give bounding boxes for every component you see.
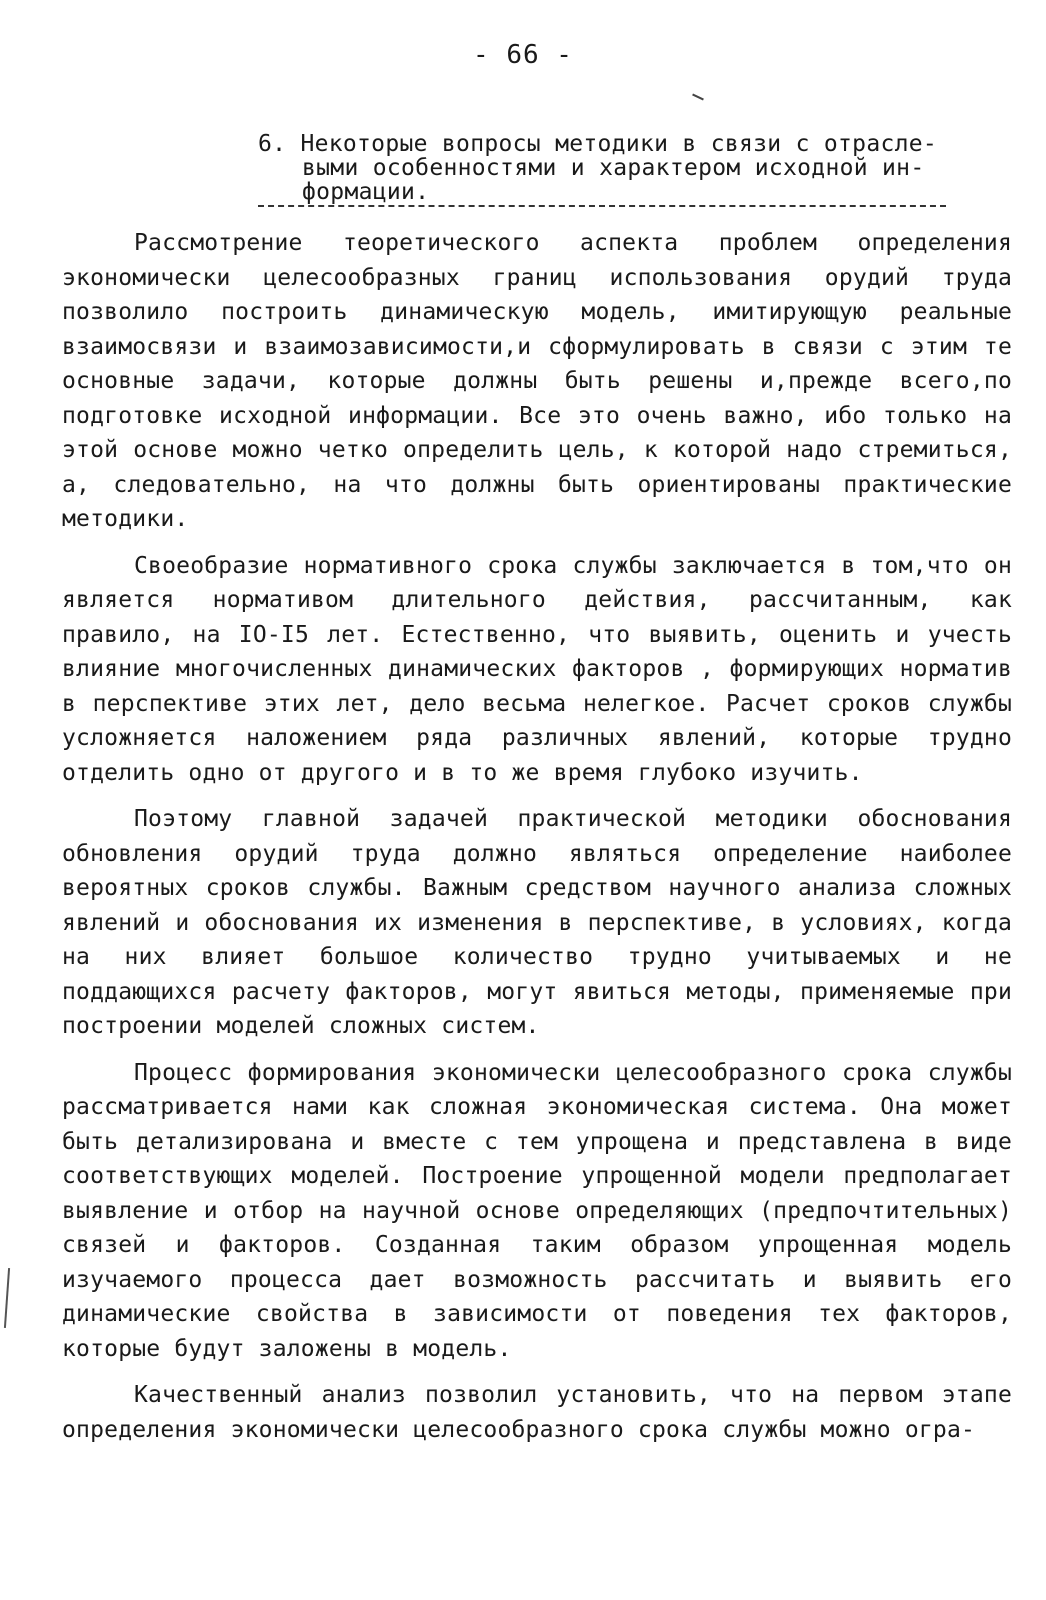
paragraph-4: Процесс формирования экономически целесообразного срока службы рассматривается нами как сложная экономическая система. Она может быть детализирована и вместе с тем упрощена и представлена в виде соответствующих моделей. Построение упрощенной модели предполагает выявление и отбор на научной основе определяющих (предпочтительных) связей и факторов. Созданная таким образом упрощенная модель изучаемого процесса дает возможность рассчитать и выявить его динамические свойства в зависимости от поведения тех факторов, которые будут заложены в модель. xyxy=(62,1059,1012,1362)
page-number: - 66 - xyxy=(473,40,573,70)
pen-mark xyxy=(692,94,704,101)
paragraph-2: Своеобразие нормативного срока службы заключается в том,что он является нормативом длительного действия, рассчитанным, как правило, на IO-I5 лет. Естественно, что выявить, оценить и учесть влияние многочисленных динамических факторов , формирующих норматив в перспективе этих лет, дело весьма нелегкое. Расчет сроков службы усложняется наложением ряда различных явлений, которые трудно отделить одно от другого и в то же время глубоко изучить. xyxy=(62,552,1012,786)
paragraph-5: Качественный анализ позволил установить, что на первом этапе определения экономически целесообразного срока службы можно огра- xyxy=(62,1382,1012,1443)
heading-line-3: формации. xyxy=(302,179,430,205)
section-heading xyxy=(258,132,948,204)
paragraph-1: Рассмотрение теоретического аспекта проблем определения экономически целесообразных границ использования орудий труда позволило построить динамическую модель, имитирующую реальные взаимосвязи и взаимозависимости,и сформулировать в связи с этим те основные задачи, которые должны быть решены и,прежде всего,по подготовке исходной информации. Все это очень важно, ибо только на этой основе можно четко определить цель, к которой надо стремиться, а, следовательно, на что должны быть ориентированы практические методики. xyxy=(62,230,1012,532)
heading-underline xyxy=(258,205,946,207)
heading-line-1: 6. Некоторые вопросы методики в связи с отрасле- xyxy=(258,131,938,157)
body-text xyxy=(62,226,1012,1447)
paragraph-3: Поэтому главной задачей практической методики обоснования обновления орудий труда должно являться определение наиболее вероятных сроков службы. Важным средством научного анализа сложных явлений и обоснования их изменения в перспективе, в условиях, когда на них влияет большое количество трудно учитываемых и не поддающихся расчету факторов, могут явиться методы, применяемые при построении моделей сложных систем. xyxy=(62,806,1012,1039)
margin-mark xyxy=(4,1268,10,1328)
heading-line-2: выми особенностями и характером исходной ин- xyxy=(302,155,925,181)
